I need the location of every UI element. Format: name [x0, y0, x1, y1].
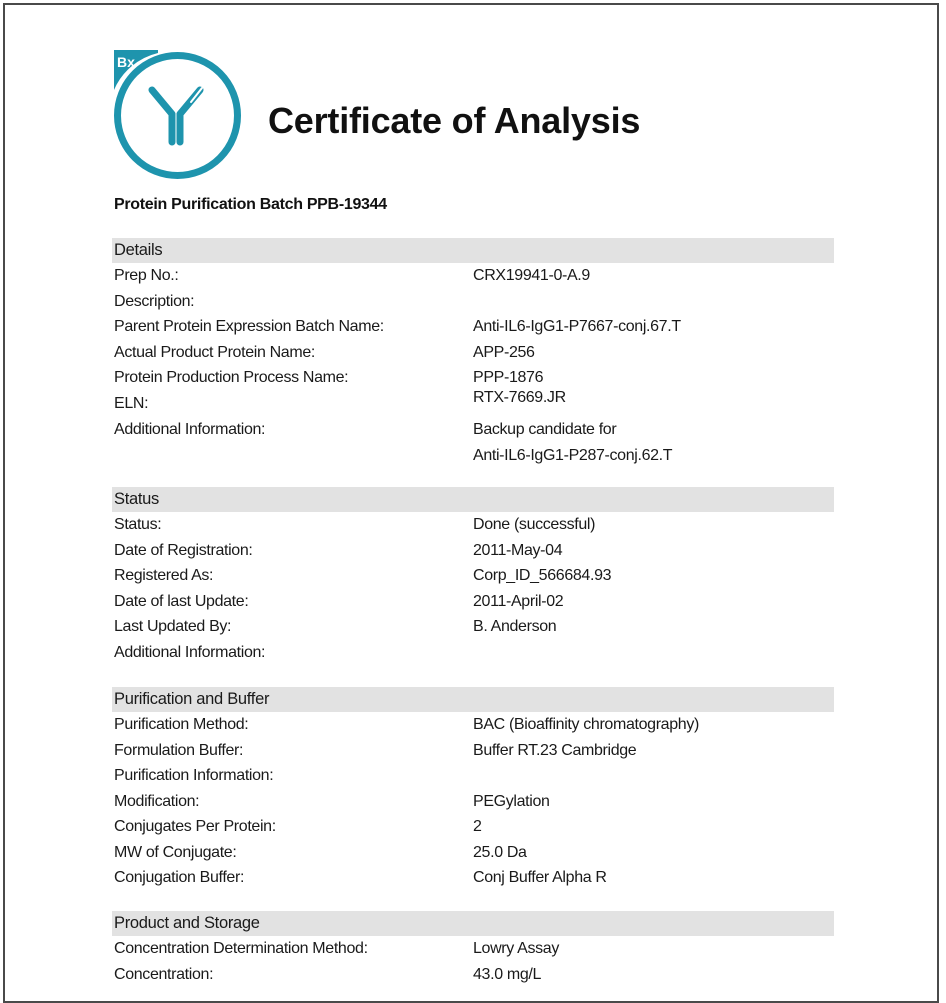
- field-value: PPP-1876: [473, 369, 544, 386]
- field-value: APP-256: [473, 343, 535, 361]
- status-section: [112, 487, 834, 665]
- field-value: 43.0 mg/L: [473, 965, 542, 983]
- field-value: 2011-May-04: [473, 541, 563, 559]
- detail-row-additional-info: [112, 417, 834, 469]
- storage-section: [112, 911, 834, 987]
- status-row-registration-date: [112, 538, 834, 564]
- field-label: Formulation Buffer:: [114, 741, 244, 759]
- field-label: ELN:: [114, 395, 149, 412]
- field-value: BAC (Bioaffinity chromatography): [473, 716, 699, 733]
- field-value: Backup candidate for Anti-IL6-IgG1-P287-conj.62.T: [473, 421, 673, 464]
- detail-row-description: [112, 289, 834, 315]
- section-header-status: Status: [112, 487, 834, 512]
- logo-badge-text: Bx: [117, 54, 135, 70]
- storage-row-concentration-method: [112, 936, 834, 962]
- antibody-y-icon: [152, 88, 202, 142]
- field-label: Registered As:: [114, 567, 214, 584]
- field-value: Lowry Assay: [473, 940, 559, 957]
- purification-row-conjugation-buffer: [112, 865, 834, 891]
- purification-row-information: [112, 763, 834, 789]
- field-label: Concentration:: [114, 965, 214, 983]
- field-label: Prep No.:: [114, 267, 179, 284]
- field-label: Purification Method:: [114, 716, 249, 733]
- field-label: Modification:: [114, 792, 200, 810]
- field-value: 2: [473, 818, 482, 835]
- field-value: RTX-7669.JR: [473, 389, 566, 406]
- field-label: Status:: [114, 516, 162, 533]
- section-header-storage: Product and Storage: [112, 911, 834, 936]
- detail-row-product-name: [112, 340, 834, 366]
- field-value: Anti-IL6-IgG1-P7667-conj.67.T: [473, 318, 681, 335]
- field-label: Concentration Determination Method:: [114, 940, 368, 957]
- page-title: Certificate of Analysis: [268, 100, 641, 141]
- field-value: Corp_ID_566684.93: [473, 567, 612, 584]
- details-section: [112, 238, 834, 469]
- status-row-registered-as: [112, 563, 834, 589]
- purification-section: [112, 687, 834, 891]
- section-header-purification: Purification and Buffer: [112, 687, 834, 712]
- field-label: Protein Production Process Name:: [114, 369, 349, 386]
- field-label: Conjugation Buffer:: [114, 869, 245, 886]
- field-value: 25.0 Da: [473, 843, 527, 861]
- field-label: Last Updated By:: [114, 618, 232, 635]
- purification-row-method: [112, 712, 834, 738]
- purification-row-conjugates: [112, 814, 834, 840]
- field-label: Date of last Update:: [114, 592, 249, 610]
- field-value: B. Anderson: [473, 618, 557, 635]
- field-value: Buffer RT.23 Cambridge: [473, 741, 637, 759]
- field-label: Purification Information:: [114, 767, 274, 784]
- detail-row-parent-batch: [112, 314, 834, 340]
- field-label: Additional Information:: [114, 421, 266, 438]
- field-value: Conj Buffer Alpha R: [473, 869, 607, 886]
- section-header-details: Details: [112, 238, 834, 263]
- field-label: Parent Protein Expression Batch Name:: [114, 318, 384, 335]
- purification-row-mw-conjugate: [112, 840, 834, 866]
- detail-row-process-name: [112, 365, 834, 385]
- detail-row-prep-no: [112, 263, 834, 289]
- status-row-additional-info: [112, 640, 834, 666]
- company-logo: [112, 50, 243, 181]
- field-value: PEGylation: [473, 792, 550, 810]
- field-value: 2011-April-02: [473, 592, 564, 610]
- field-label: MW of Conjugate:: [114, 843, 237, 861]
- status-row-updated-by: [112, 614, 834, 640]
- status-row-status: [112, 512, 834, 538]
- purification-row-formulation-buffer: [112, 738, 834, 764]
- field-label: Additional Information:: [114, 643, 266, 661]
- detail-row-eln: [112, 385, 834, 417]
- batch-title: Protein Purification Batch PPB-19344: [114, 196, 387, 213]
- field-label: Conjugates Per Protein:: [114, 818, 276, 835]
- field-value: Done (successful): [473, 516, 596, 533]
- field-label: Description:: [114, 292, 195, 310]
- field-value: CRX19941-0-A.9: [473, 267, 590, 284]
- field-label: Actual Product Protein Name:: [114, 343, 315, 361]
- storage-row-concentration: [112, 962, 834, 988]
- purification-row-modification: [112, 789, 834, 815]
- status-row-last-update: [112, 589, 834, 615]
- field-label: Date of Registration:: [114, 541, 253, 559]
